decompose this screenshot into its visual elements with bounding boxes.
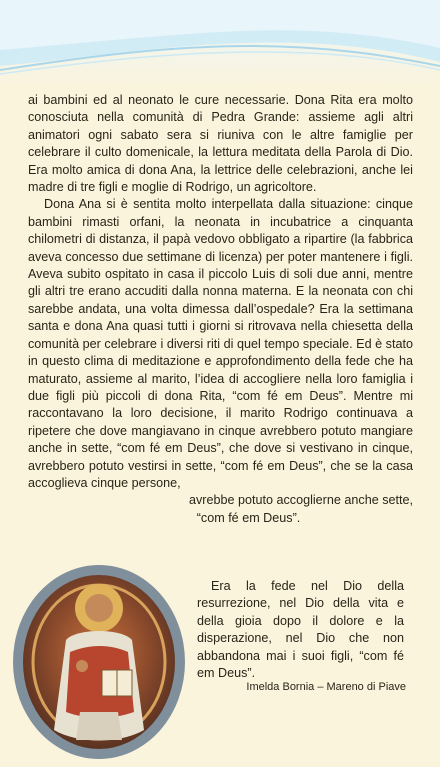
wave-decoration [0, 0, 440, 90]
christ-pantocrator-icon [10, 562, 188, 762]
page-header-wave [0, 0, 440, 90]
christ-medallion-image [10, 562, 188, 762]
closing-text [197, 578, 404, 682]
paragraph-2-line-b: “com fé em Deus”. [196, 510, 301, 525]
paragraph-2-line-a: avrebbe potuto accoglierne anche sette, [188, 493, 413, 508]
paragraph-1: ai bambini ed al neonato le cure necessarie. Dona Rita era molto conosciuta nella comunità di Pedra Grande: assieme agli altri animatori ogni sabato sera si riuniva con le altre famiglie per celebrare il culto domenicale, la lettura meditata della Parola di Dio. Era molto amica di dona Ana, la lettrice delle celebrazioni, anche lei madre di tre figli e moglie di Rodrigo, un agricoltore. [28, 93, 413, 195]
paragraph-3: Era la fede nel Dio della resurrezione, nel Dio della vita e della gioia dopo il dolore e la disperazione, nel Dio che non abbandona mai i suoi figli, “com fé em Deus”. [197, 579, 404, 681]
signature: Imelda Bornia – Mareno di Piave [246, 681, 406, 693]
paragraph-2 [28, 196, 413, 527]
article-body [28, 92, 413, 527]
paragraph-2-text: Dona Ana si è sentita molto interpellata dalla situazione: cinque bambini rimasti orfani, la neonata in incubatrice a cinquanta chilometri di distanza, il papà vedovo obbligato a ripartire (la fabbrica aveva concesso due settimane di licenza) per poter mantenere i figli. Aveva subito ospitato in casa il piccolo Luis di soli due anni, mentre gli altri tre erano accuditi dalla nonna materna. E la neonata con chi sarebbe andata, una volta dimessa dall’ospedale? Era la settimana santa e dona Ana quasi tutti i giorni si ritrovava nella chiesetta della comunità per celebrare i diversi riti di quel tempo speciale. Ed è stato in questo clima di meditazione e approfondimento della fede che ha maturato, assieme al marito, l’idea di accogliere nella loro famiglia i due figli più piccoli di dona Rita, “com fé em Deus”. Mentre mi raccontavano la loro decisione, il marito Rodrigo continuava a ripetere che dove mangiavano in cinque avrebbero potuto mangiare anche in sette, “com fé em Deus”, che dove si vestivano in cinque, avrebbero potuto vestirsi in sette, “com fé em Deus”, che se la casa accoglieva cinque persone, [28, 197, 413, 490]
